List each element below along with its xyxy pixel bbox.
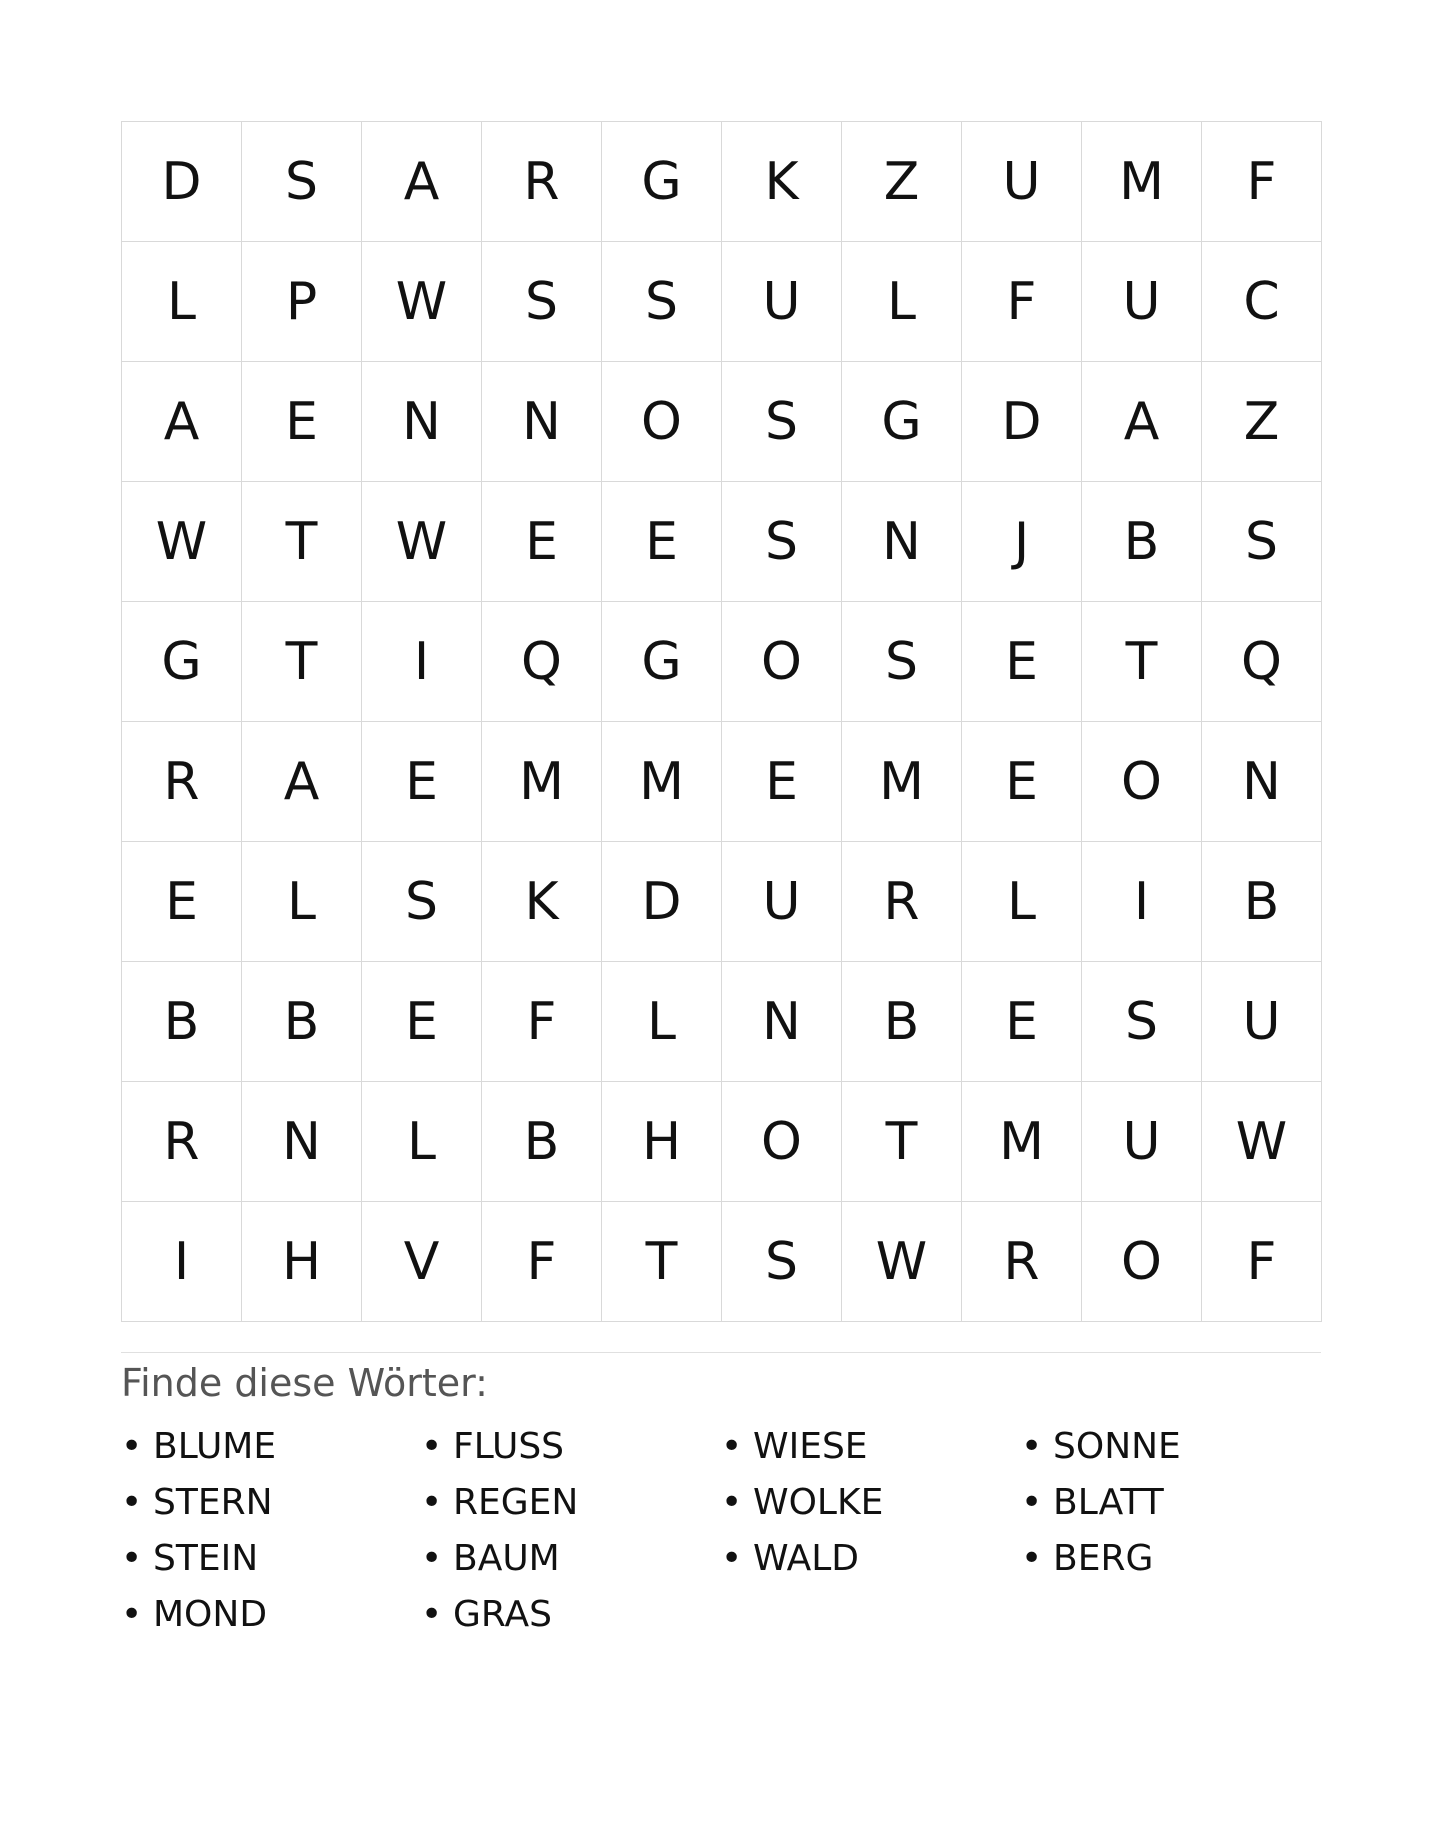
grid-cell[interactable]: F [482,1202,602,1322]
word-list-item [721,1419,1021,1475]
grid-cell[interactable]: R [122,1082,242,1202]
grid-cell[interactable]: N [482,362,602,482]
grid-cell[interactable]: S [602,242,722,362]
grid-cell[interactable]: G [602,122,722,242]
grid-cell[interactable]: O [722,1082,842,1202]
word-list-item [1021,1475,1321,1531]
bullet-icon: • [421,1538,443,1579]
grid-cell[interactable]: E [602,482,722,602]
grid-cell[interactable]: B [122,962,242,1082]
grid-cell[interactable]: N [842,482,962,602]
word-list-item [721,1531,1021,1587]
word-label: SONNE [1053,1426,1181,1467]
grid-cell[interactable]: L [602,962,722,1082]
grid-cell[interactable]: E [122,842,242,962]
grid-cell[interactable]: H [602,1082,722,1202]
grid-cell[interactable]: B [1082,482,1202,602]
grid-cell[interactable]: K [722,122,842,242]
word-label: WOLKE [753,1482,884,1523]
grid-cell[interactable]: F [1202,122,1322,242]
grid-cell[interactable]: L [962,842,1082,962]
grid-cell[interactable]: D [122,122,242,242]
grid-cell[interactable]: H [242,1202,362,1322]
word-list-item [1021,1531,1321,1587]
grid-cell[interactable]: B [242,962,362,1082]
bullet-icon: • [721,1482,743,1523]
word-label: BERG [1053,1538,1154,1579]
bullet-icon: • [421,1426,443,1467]
word-label: WIESE [753,1426,868,1467]
grid-cell[interactable]: K [482,842,602,962]
grid-cell[interactable]: O [1082,1202,1202,1322]
grid-cell[interactable]: O [1082,722,1202,842]
grid-cell[interactable]: O [722,602,842,722]
grid-cell[interactable]: P [242,242,362,362]
grid-cell[interactable]: G [842,362,962,482]
grid-cell[interactable]: E [482,482,602,602]
word-label: FLUSS [453,1426,565,1467]
grid-cell[interactable]: E [962,602,1082,722]
word-list-item [121,1475,421,1531]
word-list-item [121,1587,421,1643]
grid-cell[interactable]: A [362,122,482,242]
bullet-icon: • [1021,1538,1043,1579]
grid-cell[interactable]: N [242,1082,362,1202]
grid-cell[interactable]: R [842,842,962,962]
grid-cell[interactable]: W [362,242,482,362]
grid-cell[interactable]: U [722,842,842,962]
grid-cell[interactable]: O [602,362,722,482]
word-list-item [421,1475,721,1531]
word-list-item [721,1475,1021,1531]
grid-cell[interactable]: S [1082,962,1202,1082]
grid-cell[interactable]: E [722,722,842,842]
grid-cell[interactable]: F [1202,1202,1322,1322]
grid-cell[interactable]: M [602,722,722,842]
grid-cell[interactable]: T [242,602,362,722]
grid-cell[interactable]: A [242,722,362,842]
grid-cell[interactable]: E [962,962,1082,1082]
grid-cell[interactable]: S [842,602,962,722]
word-list-item [121,1531,421,1587]
grid-cell[interactable]: L [122,242,242,362]
word-list-item [421,1531,721,1587]
bullet-icon: • [1021,1482,1043,1523]
divider [121,1352,1321,1353]
word-list [121,1419,1321,1643]
grid-cell[interactable]: N [722,962,842,1082]
grid-cell[interactable]: M [1082,122,1202,242]
grid-cell[interactable]: R [962,1202,1082,1322]
grid-cell[interactable]: A [1082,362,1202,482]
letter-grid [121,121,1322,1322]
word-label: STEIN [153,1538,259,1579]
grid-cell[interactable]: N [362,362,482,482]
grid-cell[interactable]: E [242,362,362,482]
word-list-item [121,1419,421,1475]
grid-cell[interactable]: B [482,1082,602,1202]
word-list-item [421,1587,721,1643]
grid-cell[interactable]: U [1202,962,1322,1082]
word-label: REGEN [453,1482,579,1523]
grid-cell[interactable]: M [482,722,602,842]
grid-cell[interactable]: D [962,362,1082,482]
word-list-item [1021,1419,1321,1475]
grid-cell[interactable]: W [362,482,482,602]
bullet-icon: • [721,1538,743,1579]
grid-cell[interactable]: F [482,962,602,1082]
word-label: GRAS [453,1594,552,1635]
bullet-icon: • [721,1426,743,1467]
grid-cell[interactable]: E [962,722,1082,842]
grid-cell[interactable]: E [362,962,482,1082]
grid-cell[interactable]: T [842,1082,962,1202]
grid-cell[interactable]: C [1202,242,1322,362]
grid-cell[interactable]: E [362,722,482,842]
grid-cell[interactable]: Q [1202,602,1322,722]
grid-cell[interactable]: U [1082,242,1202,362]
grid-cell[interactable]: S [722,1202,842,1322]
word-list-title: Finde diese Wörter: [121,1361,488,1405]
grid-cell[interactable]: F [962,242,1082,362]
bullet-icon: • [121,1538,143,1579]
grid-cell[interactable]: Z [842,122,962,242]
word-search-puzzle [121,121,1321,1643]
word-label: MOND [153,1594,268,1635]
grid-cell[interactable]: B [842,962,962,1082]
grid-cell[interactable]: T [1082,602,1202,722]
grid-cell[interactable]: T [242,482,362,602]
grid-cell[interactable]: N [1202,722,1322,842]
bullet-icon: • [121,1426,143,1467]
grid-cell[interactable]: M [962,1082,1082,1202]
grid-cell[interactable]: S [1202,482,1322,602]
word-label: WALD [753,1538,860,1579]
grid-cell[interactable]: S [362,842,482,962]
grid-cell[interactable]: L [242,842,362,962]
grid-cell[interactable]: I [362,602,482,722]
grid-cell[interactable]: W [1202,1082,1322,1202]
grid-cell[interactable]: M [842,722,962,842]
grid-cell[interactable]: D [602,842,722,962]
grid-cell[interactable]: I [122,1202,242,1322]
grid-cell[interactable]: Z [1202,362,1322,482]
grid-cell[interactable]: S [722,362,842,482]
bullet-icon: • [121,1594,143,1635]
grid-cell[interactable]: J [962,482,1082,602]
grid-cell[interactable]: Q [482,602,602,722]
grid-cell[interactable]: G [602,602,722,722]
grid-cell[interactable]: T [602,1202,722,1322]
grid-cell[interactable]: S [722,482,842,602]
grid-cell[interactable]: U [1082,1082,1202,1202]
grid-cell[interactable]: S [242,122,362,242]
grid-cell[interactable]: V [362,1202,482,1322]
bullet-icon: • [1021,1426,1043,1467]
grid-cell[interactable]: A [122,362,242,482]
word-label: STERN [153,1482,273,1523]
bullet-icon: • [121,1482,143,1523]
grid-cell[interactable]: S [482,242,602,362]
grid-cell[interactable]: U [722,242,842,362]
grid-cell[interactable]: L [842,242,962,362]
grid-cell[interactable]: W [842,1202,962,1322]
grid-cell[interactable]: B [1202,842,1322,962]
grid-cell[interactable]: L [362,1082,482,1202]
word-label: BLUME [153,1426,277,1467]
grid-cell[interactable]: W [122,482,242,602]
word-label: BAUM [453,1538,560,1579]
grid-cell[interactable]: U [962,122,1082,242]
grid-cell[interactable]: I [1082,842,1202,962]
grid-cell[interactable]: R [482,122,602,242]
grid-cell[interactable]: G [122,602,242,722]
bullet-icon: • [421,1482,443,1523]
word-label: BLATT [1053,1482,1164,1523]
word-list-item [421,1419,721,1475]
grid-cell[interactable]: R [122,722,242,842]
bullet-icon: • [421,1594,443,1635]
